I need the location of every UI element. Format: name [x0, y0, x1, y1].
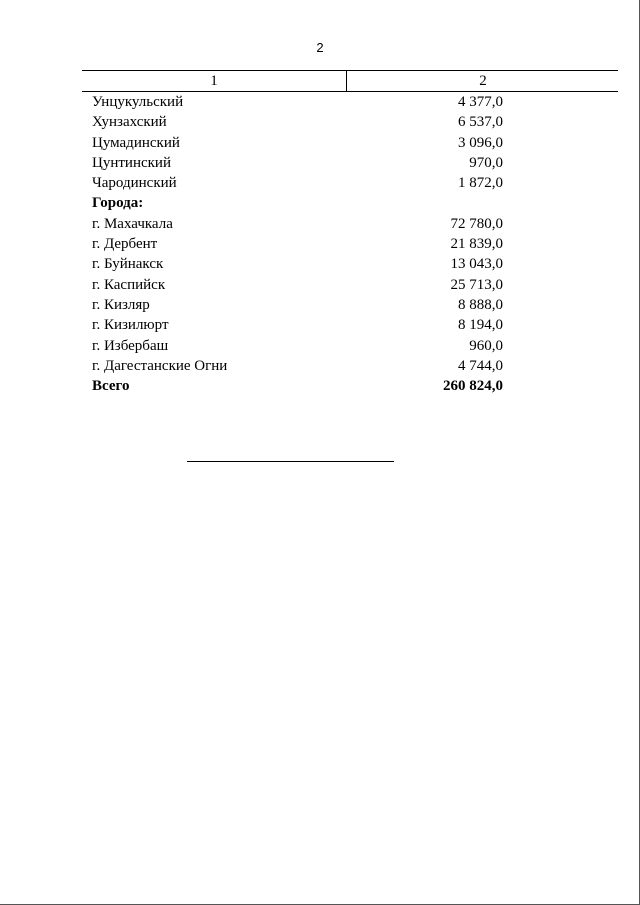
row-name: Цунтинский — [92, 154, 171, 171]
row-name: г. Дагестанские Огни — [92, 357, 228, 374]
table-row — [0, 376, 640, 396]
row-value: 13 043,0 — [450, 256, 503, 273]
row-value: 1 872,0 — [458, 175, 503, 192]
table-row — [0, 234, 640, 254]
row-name: г. Кизляр — [92, 296, 150, 313]
row-name: г. Махачкала — [92, 215, 173, 232]
column-header-1: 1 — [210, 73, 218, 89]
row-value: 8 194,0 — [458, 317, 503, 334]
row-value: 3 096,0 — [458, 134, 503, 151]
row-value: 21 839,0 — [450, 236, 503, 253]
row-value: 8 888,0 — [458, 296, 503, 313]
row-name: г. Избербаш — [92, 337, 169, 354]
table-row — [0, 214, 640, 234]
table-row — [0, 153, 640, 173]
row-value: 260 824,0 — [443, 378, 503, 395]
row-name: Всего — [92, 378, 130, 395]
table-row — [0, 92, 640, 112]
table-row — [0, 173, 640, 193]
closing-line — [187, 461, 394, 462]
row-value: 960,0 — [469, 337, 503, 354]
row-name: Хунзахский — [92, 114, 167, 131]
table-row — [0, 295, 640, 315]
row-value: 25 713,0 — [450, 276, 503, 293]
page-number: 2 — [316, 40, 324, 55]
column-header-2: 2 — [479, 73, 487, 89]
row-name: Цумадинский — [92, 134, 180, 151]
table-row — [0, 112, 640, 132]
table-row — [0, 254, 640, 274]
row-name: г. Кизилюрт — [92, 317, 169, 334]
table-row — [0, 356, 640, 376]
table-row — [0, 193, 640, 213]
row-value: 4 377,0 — [458, 94, 503, 110]
row-name: Города: — [92, 195, 144, 212]
row-value: 970,0 — [469, 154, 503, 171]
table-header — [82, 70, 618, 92]
row-name: г. Буйнакск — [92, 256, 164, 273]
table-body — [0, 92, 640, 396]
row-name: г. Каспийск — [92, 276, 166, 293]
row-name: г. Дербент — [92, 236, 158, 253]
table-row — [0, 275, 640, 295]
row-value: 4 744,0 — [458, 357, 503, 374]
row-value: 72 780,0 — [450, 215, 503, 232]
table-row — [0, 315, 640, 335]
row-name: Чародинский — [92, 175, 177, 192]
table-row — [0, 336, 640, 356]
row-name: Унцукульский — [92, 94, 184, 110]
table-row — [0, 133, 640, 153]
row-value: 6 537,0 — [458, 114, 503, 131]
